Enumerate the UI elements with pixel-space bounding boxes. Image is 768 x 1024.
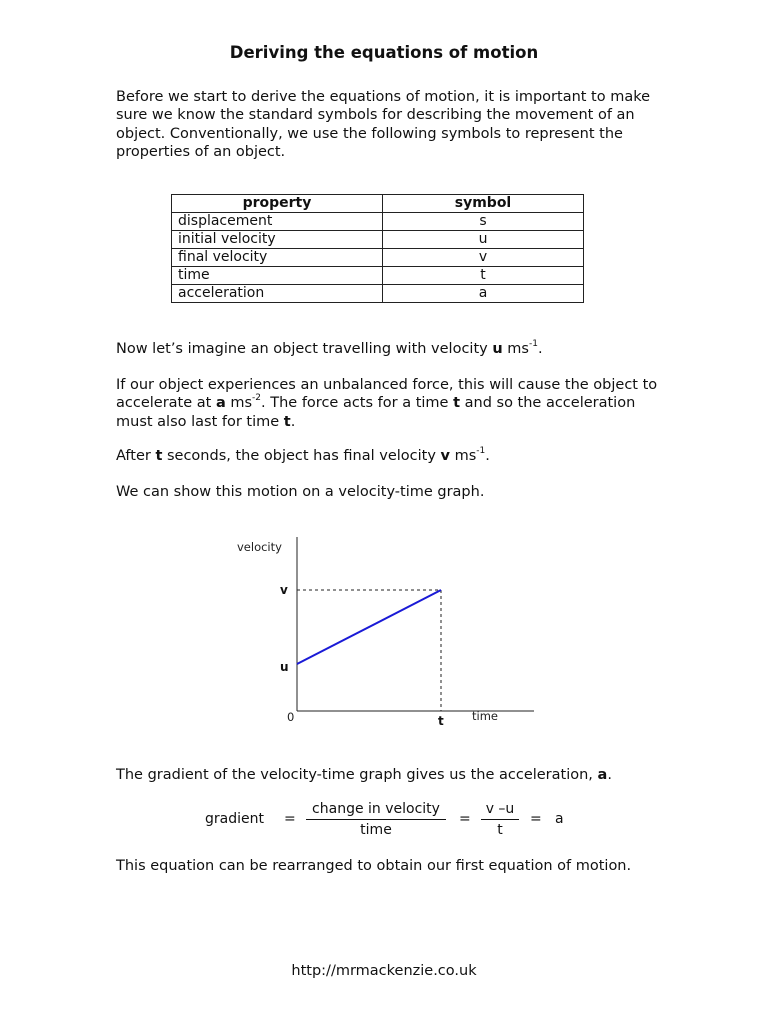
final-velocity-paragraph: After t seconds, the object has final velocity v $ms^{-1}$. [116,446,490,464]
change-in-velocity-fraction [306,801,446,838]
symbols-table [171,194,584,303]
equation-rhs: a [555,811,564,827]
fraction-denominator: t [497,822,503,838]
symbol-cell: t [383,267,584,285]
acceleration-paragraph: If our object experiences an unbalanced force, this will cause the object to accelerate at a $ms^{-2}$. The force acts for a time t and so the acceleration must also last for time t. [116,377,658,430]
page-title: Deriving the equations of motion [229,43,539,62]
v-label: v [280,583,288,597]
property-cell: displacement [172,213,383,231]
column-header-symbol: symbol [383,195,584,213]
table-header-row [172,195,584,213]
velocity-time-graph [220,530,550,735]
graph-intro-paragraph: We can show this motion on a velocity-time graph. [116,484,485,500]
table-row [172,285,584,303]
t-label: t [438,714,444,728]
fraction-numerator: v –u [481,801,519,820]
symbol-cell: v [383,249,584,267]
u-label: u [280,660,289,674]
property-cell: initial velocity [172,231,383,249]
fraction-denominator: time [360,822,392,838]
intro-paragraph: Before we start to derive the equations of motion, it is important to make sure we know the standard symbols for describing the movement of an object. Conventionally, we use the following symbols to represent the properties of an object. [116,89,651,160]
rearrange-paragraph: This equation can be rearranged to obtain our first equation of motion. [116,858,632,874]
equals-sign: = [530,811,542,827]
equals-sign: = [459,811,471,827]
table-row [172,249,584,267]
table-row [172,267,584,285]
symbol-cell: s [383,213,584,231]
property-cell: final velocity [172,249,383,267]
velocity-line [297,590,441,664]
symbol-cell: a [383,285,584,303]
equals-sign: = [284,811,296,827]
origin-label: 0 [287,710,295,724]
table-row [172,213,584,231]
y-axis-label: velocity [237,540,282,554]
footer-url: http://mrmackenzie.co.uk [291,963,477,979]
column-header-property: property [172,195,383,213]
property-cell: acceleration [172,285,383,303]
fraction-numerator: change in velocity [306,801,446,820]
gradient-paragraph: The gradient of the velocity-time graph gives us the acceleration, a. [116,767,612,783]
table-row [172,231,584,249]
velocity-u-paragraph: Now let’s imagine an object travelling with velocity u $ms^{-1}$. [116,339,543,357]
symbol-cell: u [383,231,584,249]
v-minus-u-fraction [481,801,519,838]
x-axis-label: time [472,709,498,723]
equation-lhs: gradient [205,811,264,827]
property-cell: time [172,267,383,285]
